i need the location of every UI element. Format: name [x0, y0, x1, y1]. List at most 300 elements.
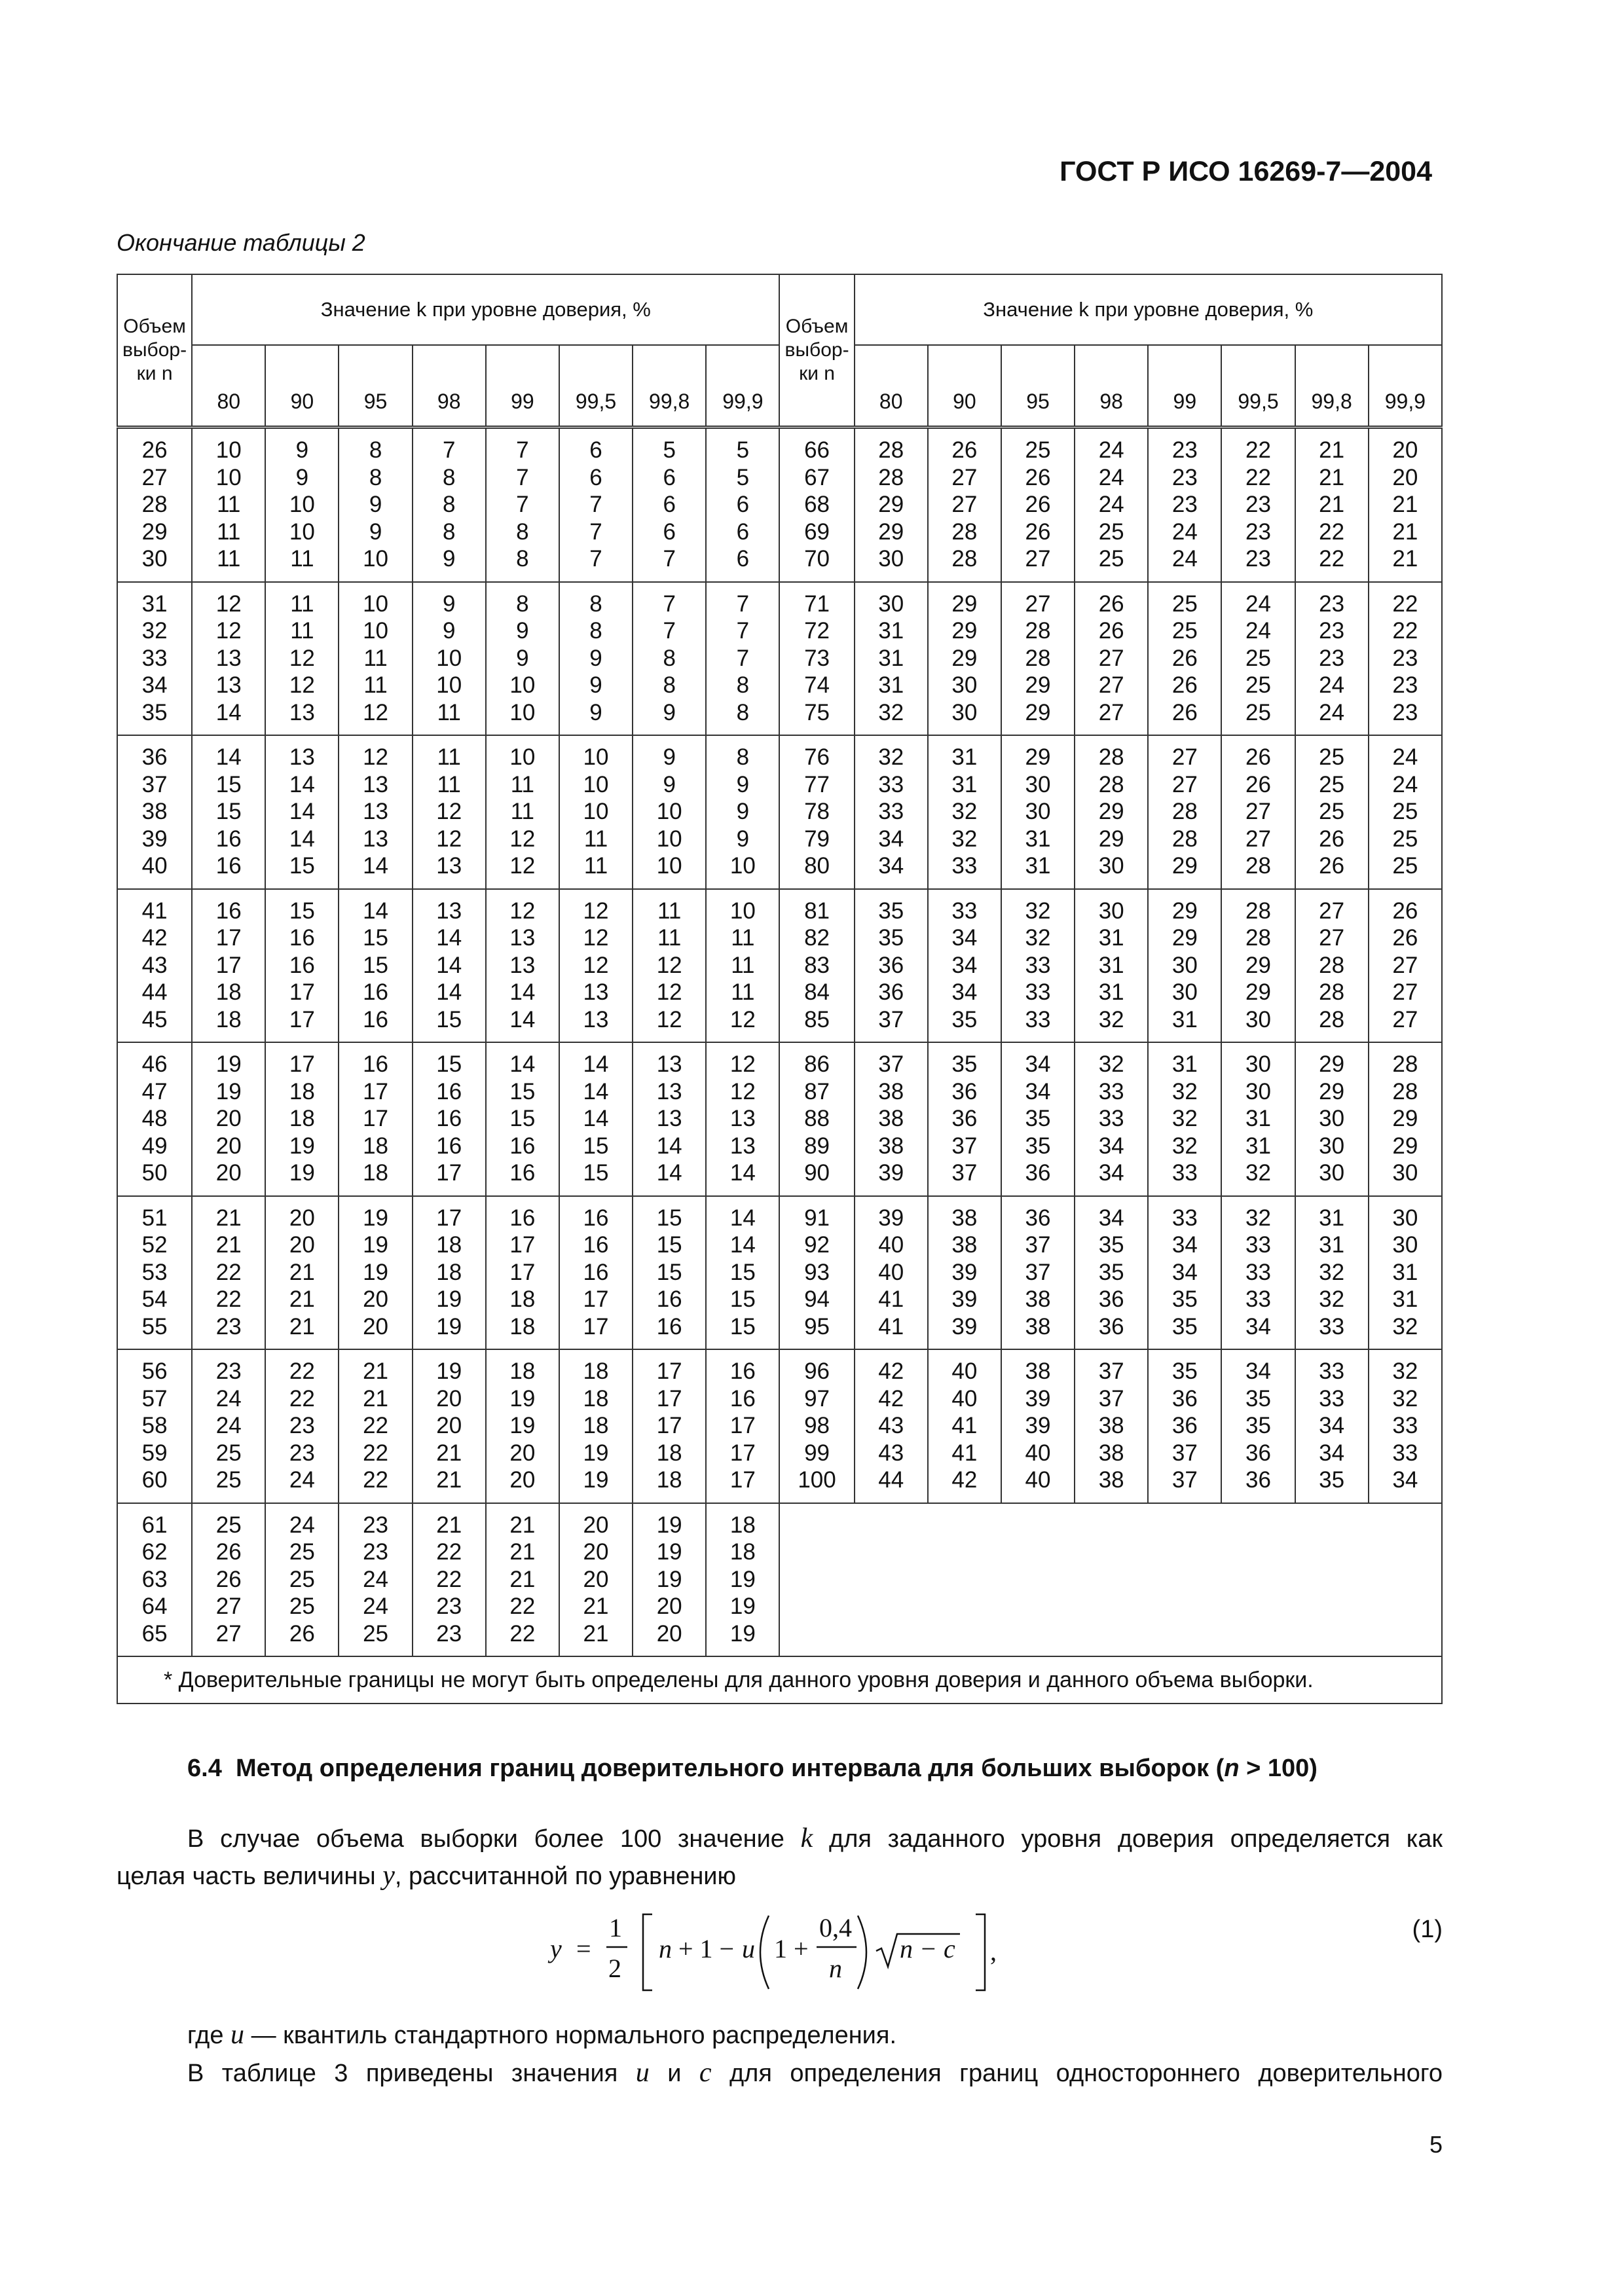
k-value: 12: [656, 979, 682, 1005]
k-value: 16: [729, 1358, 756, 1384]
k-value: 31: [1319, 1232, 1345, 1258]
k-value: 9: [442, 591, 456, 617]
sample-size: 29: [141, 519, 168, 545]
k-value: 18: [729, 1539, 756, 1565]
k-value-cell: [855, 428, 928, 582]
k-value-cell: [559, 735, 633, 889]
k-value: 28: [1098, 744, 1124, 770]
k-value-cell: [559, 582, 633, 736]
left-paren: [760, 1916, 769, 1989]
k-value: 8: [516, 591, 529, 617]
k-value: 29: [1319, 1078, 1345, 1104]
k-value-cell: [559, 1042, 633, 1196]
k-value: 9: [663, 744, 676, 770]
k-value: 33: [951, 898, 978, 924]
paragraph-2: где u — квантиль стандартного нормального распределения.: [187, 2020, 897, 2050]
k-value: 7: [516, 492, 529, 517]
k-value: 36: [878, 952, 904, 978]
k-value: 37: [951, 1160, 978, 1186]
k-value: 26: [951, 437, 978, 463]
k-value: 16: [583, 1232, 609, 1258]
k-value: 24: [1245, 591, 1271, 617]
k-value: 29: [1098, 826, 1124, 852]
formula-n: n: [659, 1934, 672, 1963]
k-value: 9: [442, 546, 456, 572]
k-value: 9: [516, 618, 529, 644]
k-value-cell: [633, 582, 706, 736]
k-value: 10: [363, 618, 389, 644]
sample-size: 65: [141, 1620, 168, 1647]
sample-size: 36: [141, 744, 168, 770]
k-value: 22: [509, 1594, 536, 1619]
k-value: 40: [878, 1259, 904, 1285]
k-value: 9: [369, 519, 382, 545]
k-value: 12: [656, 952, 682, 978]
k-value: 21: [1319, 464, 1345, 490]
k-value: 16: [509, 1160, 536, 1186]
k-value: 18: [215, 1006, 242, 1032]
k-value: 12: [509, 898, 536, 924]
k-value: 14: [583, 1106, 609, 1131]
k-value-cell: [1148, 1349, 1221, 1503]
k-value: 22: [1392, 591, 1418, 617]
k-value: 25: [1098, 546, 1124, 572]
k-value-cell: [633, 1042, 706, 1196]
k-value: 33: [1171, 1160, 1198, 1186]
sample-size-cell: [779, 1349, 854, 1503]
sample-size: 51: [141, 1205, 168, 1231]
k-value: 33: [878, 771, 904, 797]
k-value: 23: [363, 1539, 389, 1565]
sample-size: 54: [141, 1286, 168, 1312]
k-value: 22: [289, 1358, 315, 1384]
equation-number: (1): [1412, 1916, 1443, 1943]
k-value-cell: [706, 1349, 779, 1503]
k-value-cell: [339, 1196, 412, 1350]
k-value-cell: [1295, 582, 1369, 736]
k-value-cell: [855, 735, 928, 889]
formula-comma: ,: [990, 1937, 997, 1966]
k-value: 32: [951, 799, 978, 824]
sample-size: 45: [141, 1006, 168, 1032]
k-value: 11: [290, 546, 314, 572]
k-value: 25: [1171, 618, 1198, 644]
k-value: 13: [583, 979, 609, 1005]
k-value: 28: [1245, 925, 1271, 951]
k-value: 36: [1171, 1413, 1198, 1438]
k-value: 38: [951, 1232, 978, 1258]
k-value: 28: [1171, 826, 1198, 852]
k-value: 9: [295, 464, 309, 490]
k-value: 11: [217, 546, 241, 572]
k-value: 10: [509, 699, 536, 725]
k-value-cell: [1221, 582, 1295, 736]
table-row: [117, 1503, 1442, 1657]
k-value: 18: [509, 1286, 536, 1312]
formula-one: 1: [609, 1913, 622, 1942]
k-value: 29: [1392, 1133, 1418, 1159]
k-value: 19: [583, 1440, 609, 1466]
k-value: 21: [289, 1313, 315, 1339]
sample-size: 49: [141, 1133, 168, 1159]
k-value: 7: [589, 492, 602, 517]
k-value: 20: [583, 1539, 609, 1565]
k-value: 30: [1319, 1106, 1345, 1131]
k-value: 26: [1171, 645, 1198, 671]
k-value: 16: [363, 979, 389, 1005]
k-value: 16: [215, 826, 242, 852]
k-value: 16: [583, 1259, 609, 1285]
k-value-cell: [339, 1503, 412, 1657]
k-value-cell: [706, 582, 779, 736]
k-value: 31: [1392, 1286, 1418, 1312]
k-value-cell: [1075, 889, 1148, 1043]
var-u: u: [230, 2020, 245, 2050]
k-value: 16: [289, 952, 315, 978]
k-value: 37: [878, 1006, 904, 1032]
k-value: 20: [215, 1133, 242, 1159]
sample-size: 69: [804, 519, 830, 545]
sample-size: 96: [804, 1358, 830, 1384]
k-value-cell: [706, 889, 779, 1043]
level-header: 95: [339, 345, 412, 428]
k-value: 10: [289, 492, 315, 517]
k-value: 8: [369, 464, 382, 490]
k-value: 15: [729, 1286, 756, 1312]
k-value: 17: [729, 1413, 756, 1438]
k-value: 35: [1025, 1106, 1051, 1131]
sample-size-cell: [779, 582, 854, 736]
k-value: 26: [1098, 618, 1124, 644]
k-value: 11: [363, 645, 388, 671]
k-value: 30: [951, 699, 978, 725]
k-value: 9: [589, 672, 602, 698]
k-value-cell: [1295, 735, 1369, 889]
k-value: 31: [1392, 1259, 1418, 1285]
sample-size: 53: [141, 1259, 168, 1285]
k-value: 21: [289, 1259, 315, 1285]
k-value: 23: [1245, 492, 1271, 517]
sample-size: 78: [804, 799, 830, 824]
k-value: 14: [436, 925, 462, 951]
sample-size: 82: [804, 925, 830, 951]
k-value-cell: [339, 735, 412, 889]
k-value: 14: [436, 952, 462, 978]
k-value: 24: [1245, 618, 1271, 644]
k-value: 37: [1171, 1467, 1198, 1493]
k-value: 17: [729, 1440, 756, 1466]
k-value: 32: [1392, 1358, 1418, 1384]
k-value: 14: [289, 826, 315, 852]
k-value: 19: [509, 1413, 536, 1438]
k-value: 29: [878, 519, 904, 545]
k-value: 30: [1098, 898, 1124, 924]
k-value: 20: [363, 1286, 389, 1312]
k-value: 13: [289, 699, 315, 725]
k-value: 23: [215, 1313, 242, 1339]
k-value: 8: [589, 618, 602, 644]
k-value: 29: [1245, 952, 1271, 978]
k-value: 35: [951, 1006, 978, 1032]
k-value: 28: [1392, 1078, 1418, 1104]
k-value: 25: [1319, 771, 1345, 797]
k-value: 22: [436, 1566, 462, 1592]
k-value: 24: [215, 1413, 242, 1438]
left-bracket: [643, 1914, 652, 1990]
formula-denominator: n: [829, 1954, 842, 1983]
k-value: 8: [663, 672, 676, 698]
sample-size: 37: [141, 771, 168, 797]
k-value: 13: [289, 744, 315, 770]
k-value: 8: [516, 519, 529, 545]
k-value: 20: [215, 1106, 242, 1131]
k-value: 34: [1319, 1440, 1345, 1466]
k-value: 17: [583, 1286, 609, 1312]
k-value: 20: [656, 1594, 682, 1619]
level-header: 90: [928, 345, 1001, 428]
k-value: 28: [1245, 898, 1271, 924]
k-value-cell: [928, 428, 1001, 582]
k-value: 39: [878, 1205, 904, 1231]
k-value: 14: [656, 1160, 682, 1186]
k-value: 27: [1171, 744, 1198, 770]
k-value: 19: [363, 1259, 389, 1285]
k-value: 30: [1025, 799, 1051, 824]
k-value: 28: [1319, 979, 1345, 1005]
k-value-cell: [486, 1196, 559, 1350]
k-value: 32: [1025, 925, 1051, 951]
sample-size: 26: [141, 437, 168, 463]
k-value: 34: [878, 853, 904, 879]
k-value: 27: [951, 492, 978, 517]
k-value: 35: [1171, 1313, 1198, 1339]
k-value-cell: [413, 1503, 486, 1657]
k-value: 16: [509, 1205, 536, 1231]
k-value: 22: [1319, 519, 1345, 545]
k-value: 32: [1392, 1313, 1418, 1339]
k-value: 9: [736, 799, 750, 824]
k-value: 7: [663, 546, 676, 572]
k-value: 27: [1392, 979, 1418, 1005]
k-value: 12: [583, 898, 609, 924]
sample-size: 89: [804, 1133, 830, 1159]
k-value: 16: [363, 1006, 389, 1032]
k-value: 28: [1025, 618, 1051, 644]
k-value: 11: [583, 826, 608, 852]
k-value: 9: [442, 618, 456, 644]
k-value: 34: [1098, 1160, 1124, 1186]
k-value: 21: [1392, 492, 1418, 517]
k-value: 18: [583, 1385, 609, 1412]
k-value-cell: [192, 582, 265, 736]
k-value-cell: [486, 582, 559, 736]
var-y: y: [382, 1861, 395, 1891]
k-value: 8: [736, 744, 750, 770]
k-value: 25: [1319, 799, 1345, 824]
k-value: 36: [1171, 1385, 1198, 1412]
k-value: 30: [1171, 952, 1198, 978]
k-value-cell: [855, 582, 928, 736]
sample-size: 63: [141, 1566, 168, 1592]
k-value: 26: [1319, 826, 1345, 852]
k-value: 34: [1245, 1358, 1271, 1384]
k-value: 34: [951, 979, 978, 1005]
k-value: 17: [583, 1313, 609, 1339]
k-value: 25: [1392, 799, 1418, 824]
sample-size: 95: [804, 1313, 830, 1339]
k-value: 26: [1171, 672, 1198, 698]
k-value: 21: [215, 1232, 242, 1258]
k-value-cell: [192, 1042, 265, 1196]
k-value: 12: [583, 952, 609, 978]
level-header: 98: [1075, 345, 1148, 428]
k-value: 35: [1098, 1232, 1124, 1258]
k-value: 25: [215, 1467, 242, 1493]
k-value: 19: [363, 1232, 389, 1258]
k-value: 36: [1098, 1313, 1124, 1339]
k-value: 20: [215, 1160, 242, 1186]
k-value: 26: [215, 1539, 242, 1565]
k-value-cell: [413, 1042, 486, 1196]
k-value: 27: [1392, 952, 1418, 978]
k-value: 33: [1025, 979, 1051, 1005]
k-value: 33: [1098, 1106, 1124, 1131]
k-value: 25: [1319, 744, 1345, 770]
k-value: 21: [436, 1512, 462, 1538]
k-value: 32: [1245, 1205, 1271, 1231]
k-value: 31: [1245, 1106, 1271, 1131]
k-value: 30: [1245, 1006, 1271, 1032]
k-value: 29: [951, 645, 978, 671]
sample-size: 59: [141, 1440, 168, 1466]
k-value-cell: [1295, 889, 1369, 1043]
sample-size-cell: [117, 1042, 192, 1196]
k-value: 24: [363, 1594, 389, 1619]
k-value: 20: [583, 1566, 609, 1592]
k-value: 17: [729, 1467, 756, 1493]
k-value: 25: [1245, 672, 1271, 698]
k-value: 23: [363, 1512, 389, 1538]
k-value: 7: [736, 618, 750, 644]
k-value: 33: [1319, 1385, 1345, 1412]
k-value: 26: [1392, 898, 1418, 924]
sample-size: 32: [141, 618, 168, 644]
k-value: 13: [363, 771, 389, 797]
k-value: 26: [1025, 464, 1051, 490]
k-value: 25: [1025, 437, 1051, 463]
k-value: 22: [436, 1539, 462, 1565]
k-value-cell: [1221, 889, 1295, 1043]
k-value: 10: [583, 744, 609, 770]
k-value: 19: [729, 1620, 756, 1647]
k-value: 28: [1245, 853, 1271, 879]
k-value-cell: [339, 889, 412, 1043]
sample-size: 86: [804, 1051, 830, 1077]
k-value-cell: [706, 735, 779, 889]
table-footnote: * Доверительные границы не могут быть определены для данного уровня доверия и данного объема выборки.: [117, 1656, 1442, 1704]
k-value: 6: [663, 464, 676, 490]
k-value: 30: [1245, 1051, 1271, 1077]
k-value: 11: [437, 771, 461, 797]
formula-u: u: [742, 1934, 755, 1963]
k-value-cell: [1075, 1196, 1148, 1350]
k-value: 10: [583, 771, 609, 797]
k-value: 20: [436, 1385, 462, 1412]
k-value-cell: [1221, 735, 1295, 889]
sample-size-header: Объем выбор- ки n: [117, 274, 192, 428]
k-value-cell: [1369, 889, 1442, 1043]
k-value: 8: [589, 591, 602, 617]
k-value-cell: [559, 428, 633, 582]
k-value-cell: [1221, 1042, 1295, 1196]
k-value: 21: [509, 1539, 536, 1565]
k-value: 39: [878, 1160, 904, 1186]
k-value: 7: [736, 591, 750, 617]
k-value: 34: [1392, 1467, 1418, 1493]
k-value: 20: [1392, 437, 1418, 463]
k-value: 25: [1245, 645, 1271, 671]
k-value: 13: [583, 1006, 609, 1032]
sample-size: 70: [804, 546, 830, 572]
formula-one-plus: 1 +: [774, 1934, 809, 1963]
k-value: 33: [1319, 1358, 1345, 1384]
k-value: 11: [217, 492, 241, 517]
k-value: 29: [951, 618, 978, 644]
k-value: 16: [289, 925, 315, 951]
k-value: 20: [1392, 464, 1418, 490]
k-value: 15: [363, 952, 389, 978]
k-value: 26: [1319, 853, 1345, 879]
k-value: 20: [509, 1440, 536, 1466]
k-value-cell: [706, 1503, 779, 1657]
k-value: 41: [878, 1313, 904, 1339]
k-value: 19: [729, 1566, 756, 1592]
k-value: 29: [1025, 744, 1051, 770]
k-value: 12: [215, 591, 242, 617]
k-value: 32: [1319, 1259, 1345, 1285]
k-value: 13: [436, 853, 462, 879]
table-row: [117, 735, 1442, 889]
k-value: 16: [363, 1051, 389, 1077]
k-value: 40: [878, 1232, 904, 1258]
table-body: [117, 428, 1442, 1657]
sample-size: 84: [804, 979, 830, 1005]
k-value-cell: [339, 428, 412, 582]
k-value: 13: [729, 1106, 756, 1131]
k-value: 10: [729, 898, 756, 924]
k-value: 18: [729, 1512, 756, 1538]
sample-size-cell: [117, 1349, 192, 1503]
confidence-group-header: Значение k при уровне доверия, %: [192, 274, 779, 345]
sample-size: 83: [804, 952, 830, 978]
k-value: 23: [1171, 437, 1198, 463]
k-value: 42: [878, 1358, 904, 1384]
k-value: 41: [951, 1413, 978, 1438]
k-value: 26: [1025, 519, 1051, 545]
k-value: 17: [436, 1160, 462, 1186]
k-value: 22: [1245, 464, 1271, 490]
k-value: 23: [289, 1413, 315, 1438]
k-value-cell: [633, 428, 706, 582]
k-value: 44: [878, 1467, 904, 1493]
k-value: 27: [1245, 826, 1271, 852]
sample-size-cell: [117, 428, 192, 582]
k-value-cell: [928, 889, 1001, 1043]
k-value: 32: [1392, 1385, 1418, 1412]
k-value: 27: [1098, 672, 1124, 698]
k-value: 27: [1392, 1006, 1418, 1032]
level-header: 80: [192, 345, 265, 428]
